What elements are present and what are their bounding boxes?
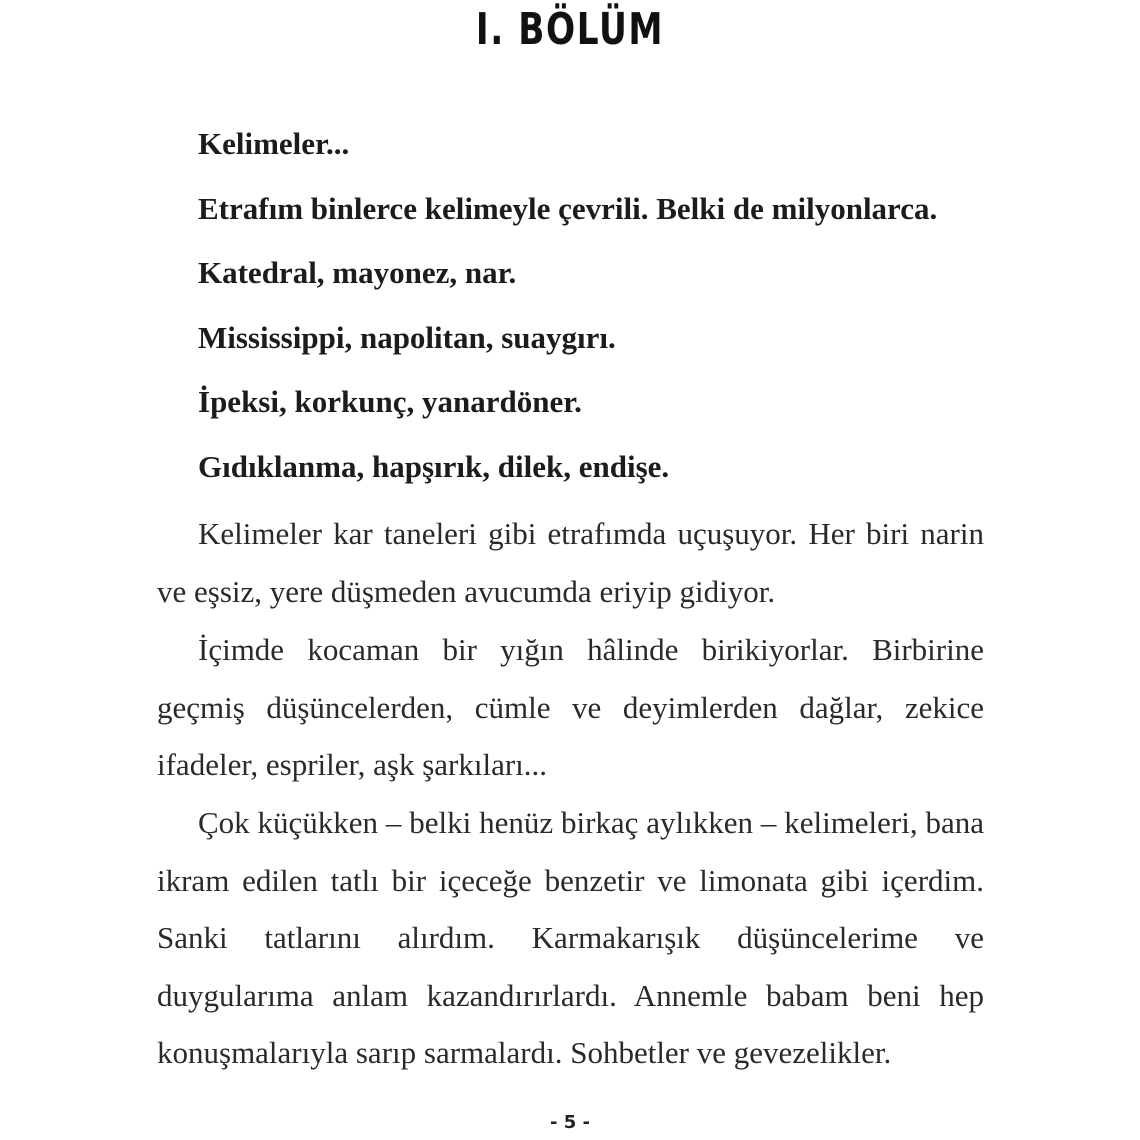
intro-line: Kelimeler...: [198, 126, 350, 161]
intro-line: İpeksi, korkunç, yanardöner.: [198, 384, 582, 419]
intro-line: Gıdıklanma, hapşırık, dilek, endişe.: [198, 449, 670, 484]
intro-line: Mississippi, napolitan, suaygırı.: [198, 320, 616, 355]
body-paragraph: Kelimeler kar taneleri gibi etrafımda uçuşuyor. Her biri narin ve eşsiz, yere düşmeden avucumda eriyip gidiyor.: [157, 516, 984, 609]
body-paragraph: İçimde kocaman bir yığın hâlinde birikiyorlar. Birbirine geçmiş düşüncelerden, cümle ve deyimlerden dağlar, zekice ifadeler, espriler, aşk şarkıları...: [157, 632, 984, 782]
intro-line: Etrafım binlerce kelimeyle çevrili. Belki de milyonlarca.: [198, 191, 938, 226]
body-paragraph: Çok küçükken – belki henüz birkaç aylıkken – kelimeleri, bana ikram edilen tatlı bir içeceğe benzetir ve limonata gibi içerdim. Sanki tatlarını alırdım. Karmakarışık düşüncelerime ve duygularıma anlam kazandırırlardı. Annemle babam beni hep konuşmalarıyla sarıp sarmalardı. Sohbetler ve gevezelikler.: [157, 805, 984, 1070]
page-number: - 5 -: [550, 1112, 590, 1133]
intro-line: Katedral, mayonez, nar.: [198, 255, 517, 290]
chapter-title: I. BÖLÜM: [475, 4, 665, 55]
